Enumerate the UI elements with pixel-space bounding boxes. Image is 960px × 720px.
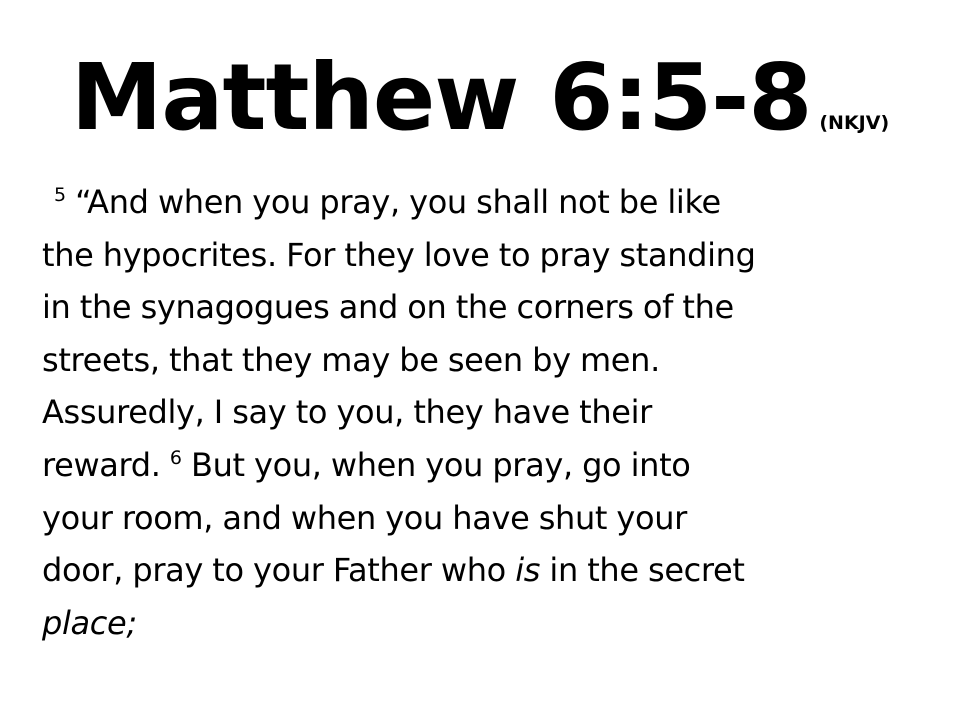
line-text: door, pray to your Father who — [42, 551, 506, 590]
text-line — [42, 386, 926, 439]
line-text: Assuredly, I say to you, they have their — [42, 393, 652, 432]
text-line — [42, 492, 926, 545]
text-line — [42, 597, 926, 650]
text-line — [42, 281, 926, 334]
text-line — [42, 229, 926, 282]
line-text: streets, that they may be seen by men. — [42, 340, 660, 379]
italic-word: place; — [42, 603, 137, 642]
line-text: your room, and when you have shut your — [42, 498, 687, 537]
line-text: “And when you pray, you shall not be like — [75, 183, 721, 221]
text-line — [42, 334, 926, 387]
line-text: But you, when you pray, go into — [190, 445, 691, 484]
scripture-reference: Matthew 6:5-8 — [70, 44, 812, 151]
italic-word: is — [515, 551, 541, 590]
verse-number: 5 — [54, 184, 66, 207]
line-text: in the synagogues and on the corners of the — [42, 288, 734, 327]
text-line — [42, 544, 926, 597]
scripture-text — [42, 176, 926, 649]
line-text: reward. — [42, 445, 161, 484]
text-line — [42, 439, 926, 492]
line-text: the hypocrites. For they love to pray standing — [42, 235, 756, 274]
slide-title — [0, 44, 960, 151]
text-line — [42, 176, 926, 229]
bible-version: (NKJV) — [819, 112, 890, 134]
line-text: in the secret — [549, 551, 745, 590]
verse-number: 6 — [169, 447, 182, 470]
